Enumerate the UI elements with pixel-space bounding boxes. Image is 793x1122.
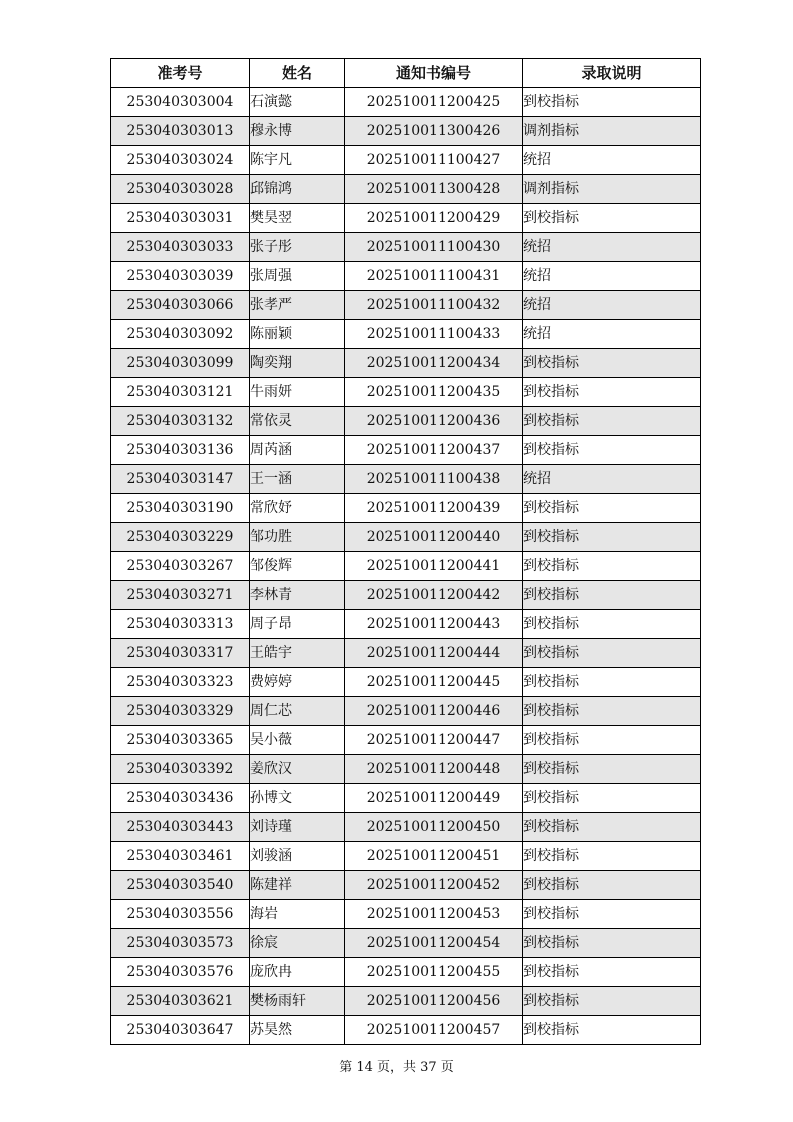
name-cell: 陈宇凡 [250,146,345,175]
table-row [111,204,701,233]
admission-note-cell: 到校指标 [523,813,701,842]
exam-number-cell: 253040303365 [111,726,250,755]
exam-number-cell: 253040303461 [111,842,250,871]
table-row [111,581,701,610]
exam-number-cell: 253040303028 [111,175,250,204]
admission-note-cell: 统招 [523,262,701,291]
exam-number-cell: 253040303033 [111,233,250,262]
name-cell: 樊昊翌 [250,204,345,233]
notice-number-cell: 202510011200457 [345,1016,523,1045]
notice-number-cell: 202510011200454 [345,929,523,958]
notice-number-cell: 202510011200442 [345,581,523,610]
exam-number-cell: 253040303540 [111,871,250,900]
notice-number-cell: 202510011200448 [345,755,523,784]
notice-number-cell: 202510011200450 [345,813,523,842]
admission-note-cell: 到校指标 [523,494,701,523]
table-row [111,958,701,987]
name-cell: 常欣妤 [250,494,345,523]
name-cell: 海岩 [250,900,345,929]
name-cell: 常依灵 [250,407,345,436]
admission-note-cell: 统招 [523,320,701,349]
table-row [111,1016,701,1045]
admission-note-cell: 统招 [523,291,701,320]
table-row [111,610,701,639]
name-cell: 陶奕翔 [250,349,345,378]
admission-note-cell: 到校指标 [523,958,701,987]
table-row [111,813,701,842]
admission-note-cell: 到校指标 [523,349,701,378]
exam-number-cell: 253040303556 [111,900,250,929]
exam-number-cell: 253040303443 [111,813,250,842]
admission-note-cell: 统招 [523,465,701,494]
admission-note-cell: 到校指标 [523,755,701,784]
admission-note-cell: 到校指标 [523,407,701,436]
notice-number-cell: 202510011100432 [345,291,523,320]
table-row [111,349,701,378]
table-row [111,726,701,755]
name-cell: 周芮涵 [250,436,345,465]
exam-number-cell: 253040303004 [111,88,250,117]
name-cell: 刘诗瑾 [250,813,345,842]
name-cell: 苏昊然 [250,1016,345,1045]
notice-number-cell: 202510011200456 [345,987,523,1016]
table-row [111,233,701,262]
admission-note-cell: 到校指标 [523,523,701,552]
table-row [111,697,701,726]
table-row [111,523,701,552]
table-row [111,117,701,146]
notice-number-cell: 202510011200439 [345,494,523,523]
notice-number-cell: 202510011200443 [345,610,523,639]
admission-note-cell: 到校指标 [523,378,701,407]
exam-number-cell: 253040303024 [111,146,250,175]
notice-number-cell: 202510011100438 [345,465,523,494]
admission-note-cell: 到校指标 [523,697,701,726]
table-row [111,987,701,1016]
name-cell: 邹俊辉 [250,552,345,581]
table-row [111,871,701,900]
page-footer: 第 14 页，共 37 页 [339,1060,454,1075]
header-row [111,59,701,88]
name-cell: 张子彤 [250,233,345,262]
exam-number-cell: 253040303121 [111,378,250,407]
name-cell: 邱锦鸿 [250,175,345,204]
exam-number-cell: 253040303092 [111,320,250,349]
notice-number-cell: 202510011100433 [345,320,523,349]
notice-number-cell: 202510011200441 [345,552,523,581]
name-cell: 吴小薇 [250,726,345,755]
header-exam-number: 准考号 [111,59,250,88]
exam-number-cell: 253040303313 [111,610,250,639]
name-cell: 邹功胜 [250,523,345,552]
table-row [111,146,701,175]
name-cell: 张孝严 [250,291,345,320]
notice-number-cell: 202510011200455 [345,958,523,987]
notice-number-cell: 202510011300428 [345,175,523,204]
exam-number-cell: 253040303132 [111,407,250,436]
admission-note-cell: 到校指标 [523,842,701,871]
notice-number-cell: 202510011100431 [345,262,523,291]
table-row [111,900,701,929]
table-row [111,494,701,523]
notice-number-cell: 202510011200434 [345,349,523,378]
admission-note-cell: 统招 [523,233,701,262]
table-row [111,320,701,349]
header-notice-number: 通知书编号 [345,59,523,88]
notice-number-cell: 202510011300426 [345,117,523,146]
name-cell: 周仁芯 [250,697,345,726]
notice-number-cell: 202510011200446 [345,697,523,726]
table-row [111,784,701,813]
admission-note-cell: 统招 [523,146,701,175]
admission-note-cell: 到校指标 [523,784,701,813]
name-cell: 王一涵 [250,465,345,494]
exam-number-cell: 253040303190 [111,494,250,523]
admission-note-cell: 到校指标 [523,726,701,755]
name-cell: 周子昂 [250,610,345,639]
exam-number-cell: 253040303039 [111,262,250,291]
table-row [111,552,701,581]
notice-number-cell: 202510011200437 [345,436,523,465]
notice-number-cell: 202510011200451 [345,842,523,871]
exam-number-cell: 253040303066 [111,291,250,320]
notice-number-cell: 202510011200425 [345,88,523,117]
name-cell: 孙博文 [250,784,345,813]
notice-number-cell: 202510011200440 [345,523,523,552]
exam-number-cell: 253040303271 [111,581,250,610]
name-cell: 石演懿 [250,88,345,117]
admission-note-cell: 到校指标 [523,610,701,639]
notice-number-cell: 202510011100430 [345,233,523,262]
table-row [111,639,701,668]
admission-note-cell: 到校指标 [523,639,701,668]
name-cell: 牛雨妍 [250,378,345,407]
exam-number-cell: 253040303031 [111,204,250,233]
exam-number-cell: 253040303392 [111,755,250,784]
table-row [111,291,701,320]
notice-number-cell: 202510011200429 [345,204,523,233]
admission-note-cell: 到校指标 [523,929,701,958]
exam-number-cell: 253040303323 [111,668,250,697]
name-cell: 徐宸 [250,929,345,958]
notice-number-cell: 202510011200453 [345,900,523,929]
notice-number-cell: 202510011100427 [345,146,523,175]
exam-number-cell: 253040303317 [111,639,250,668]
table-row [111,755,701,784]
notice-number-cell: 202510011200436 [345,407,523,436]
name-cell: 陈丽颖 [250,320,345,349]
exam-number-cell: 253040303647 [111,1016,250,1045]
notice-number-cell: 202510011200449 [345,784,523,813]
name-cell: 费婷婷 [250,668,345,697]
name-cell: 樊杨雨轩 [250,987,345,1016]
exam-number-cell: 253040303147 [111,465,250,494]
exam-number-cell: 253040303573 [111,929,250,958]
table-row [111,436,701,465]
admission-table [110,58,701,1045]
name-cell: 姜欣汉 [250,755,345,784]
admission-note-cell: 调剂指标 [523,117,701,146]
header-name: 姓名 [250,59,345,88]
table-row [111,262,701,291]
admission-note-cell: 到校指标 [523,668,701,697]
table-row [111,175,701,204]
admission-note-cell: 到校指标 [523,581,701,610]
exam-number-cell: 253040303013 [111,117,250,146]
exam-number-cell: 253040303436 [111,784,250,813]
admission-note-cell: 到校指标 [523,552,701,581]
admission-note-cell: 到校指标 [523,436,701,465]
exam-number-cell: 253040303329 [111,697,250,726]
name-cell: 陈建祥 [250,871,345,900]
admission-note-cell: 到校指标 [523,987,701,1016]
table-row [111,842,701,871]
exam-number-cell: 253040303099 [111,349,250,378]
notice-number-cell: 202510011200435 [345,378,523,407]
name-cell: 张周强 [250,262,345,291]
table-row [111,668,701,697]
notice-number-cell: 202510011200452 [345,871,523,900]
admission-note-cell: 到校指标 [523,1016,701,1045]
table-body [111,88,701,1045]
admission-note-cell: 到校指标 [523,871,701,900]
table-row [111,465,701,494]
admission-note-cell: 调剂指标 [523,175,701,204]
exam-number-cell: 253040303267 [111,552,250,581]
name-cell: 穆永博 [250,117,345,146]
table-row [111,378,701,407]
table-row [111,407,701,436]
exam-number-cell: 253040303576 [111,958,250,987]
name-cell: 王皓宇 [250,639,345,668]
notice-number-cell: 202510011200444 [345,639,523,668]
table-row [111,88,701,117]
name-cell: 刘骏涵 [250,842,345,871]
admission-note-cell: 到校指标 [523,204,701,233]
name-cell: 庞欣冉 [250,958,345,987]
exam-number-cell: 253040303229 [111,523,250,552]
table-row [111,929,701,958]
notice-number-cell: 202510011200447 [345,726,523,755]
exam-number-cell: 253040303136 [111,436,250,465]
admission-note-cell: 到校指标 [523,900,701,929]
admission-note-cell: 到校指标 [523,88,701,117]
exam-number-cell: 253040303621 [111,987,250,1016]
name-cell: 李林青 [250,581,345,610]
header-admission-note: 录取说明 [523,59,701,88]
notice-number-cell: 202510011200445 [345,668,523,697]
